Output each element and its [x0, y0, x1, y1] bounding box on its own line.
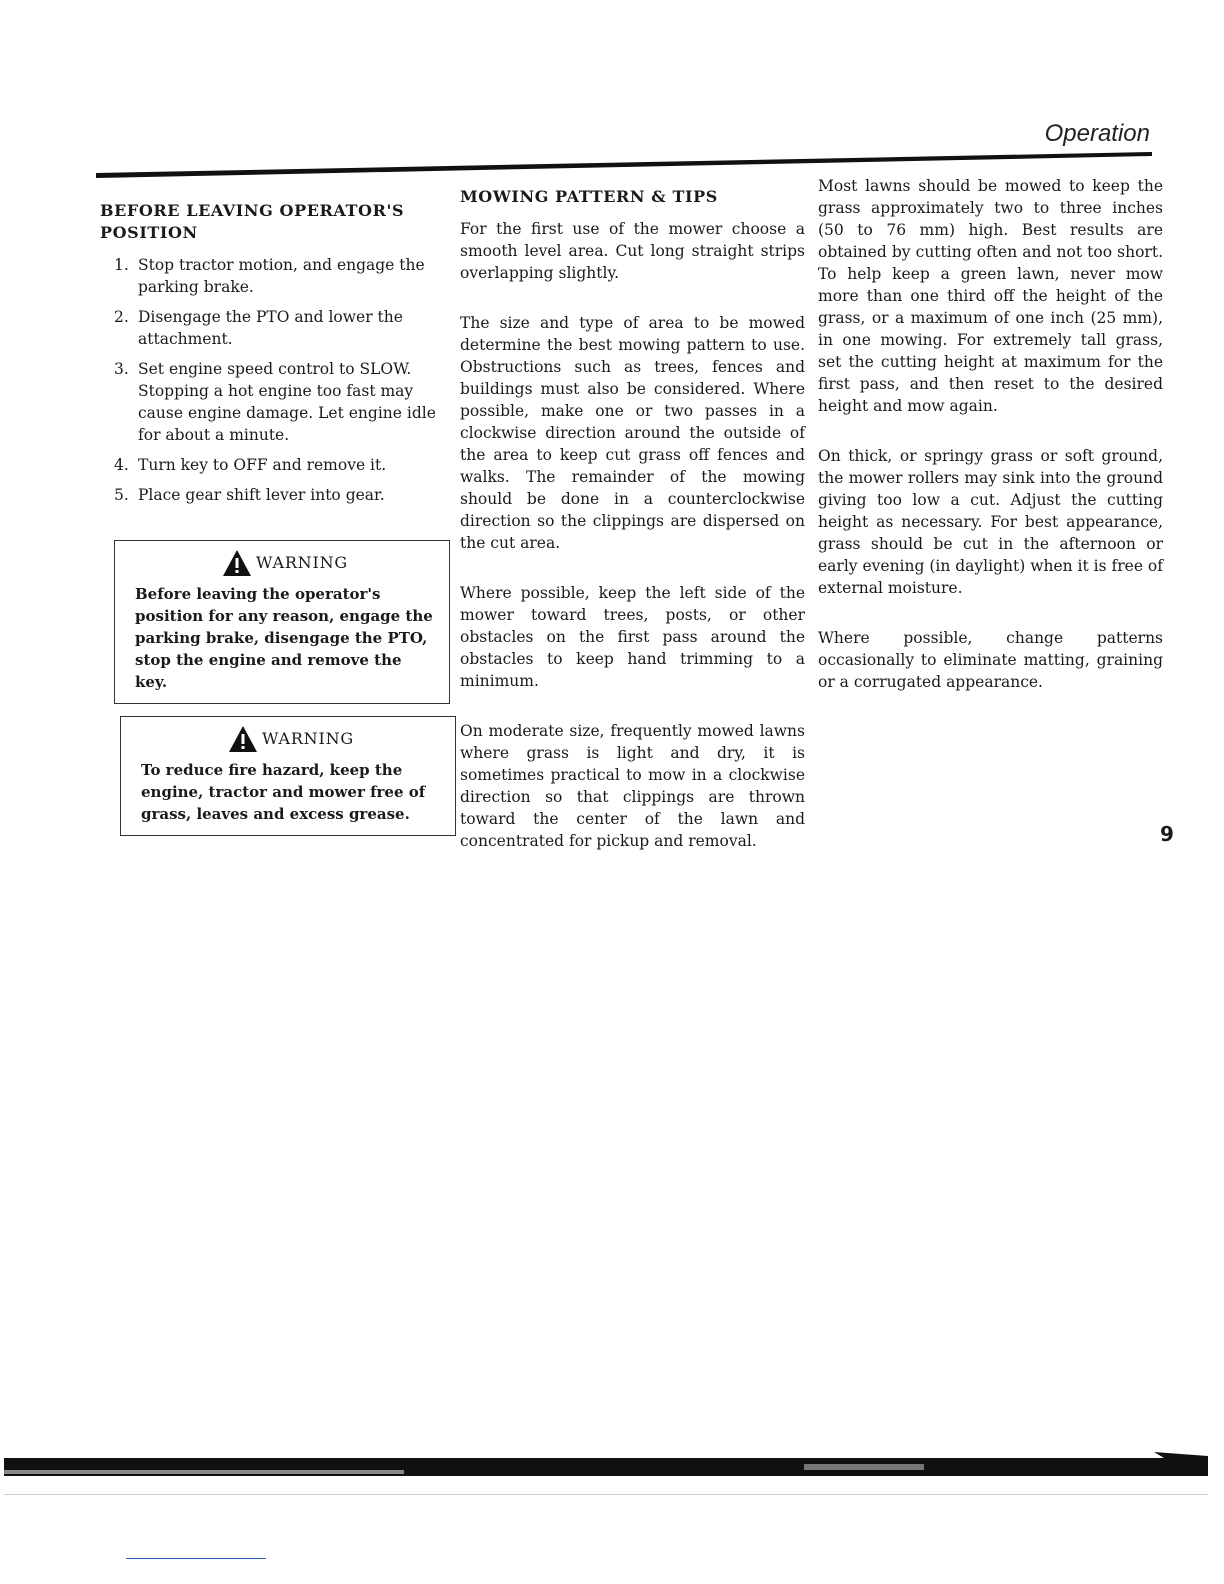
section-title: Operation: [1044, 120, 1150, 147]
mowing-paragraph: On moderate size, frequently mowed lawns where grass is light and dry, it is sometimes practical to mow in a clockwise direction so that clippings are thrown toward the center of the lawn and concentrated for pickup and removal.: [460, 722, 805, 850]
step-number: 3.: [114, 360, 129, 378]
step-item: [114, 254, 445, 298]
step-item: [114, 454, 445, 476]
before-leaving-heading: BEFORE LEAVING OPERATOR'S POSITION: [100, 201, 405, 242]
step-item: [114, 358, 445, 446]
column-right: [818, 175, 1163, 721]
mowing-paragraph: The size and type of area to be mowed determine the best mowing pattern to use. Obstructions such as trees, fences and buildings must also be considered. Where possible, make one or two passes in a clockwise direction around the outside of the area to keep cut grass off fences and walks. The remainder of the mowing should be done in a counterclockwise direction so the clippings are dispersed on the cut area.: [460, 314, 805, 552]
warning-label: WARNING: [256, 553, 348, 572]
footer-rule: [4, 1448, 1208, 1482]
warning-text: Before leaving the operator's position for any reason, engage the parking brake, disengage the PTO, stop the engine and remove the key.: [135, 585, 433, 691]
tips-paragraph: Where possible, change patterns occasionally to eliminate matting, graining or a corrugated appearance.: [818, 629, 1163, 691]
step-text: Set engine speed control to SLOW. Stopping a hot engine too fast may cause engine damage. Let engine idle for about a minute.: [138, 360, 436, 444]
footer-hairline: [4, 1494, 1208, 1495]
footer-accent-line: [126, 1558, 266, 1559]
column-middle: [460, 186, 805, 880]
page-number: 9: [1160, 822, 1174, 846]
tips-paragraph: On thick, or springy grass or soft ground, the mower rollers may sink into the ground giving too low a cut. Adjust the cutting height as necessary. For best appearance, grass should be cut in the afternoon or early evening (in daylight) when it is free of external moisture.: [818, 447, 1163, 597]
step-text: Disengage the PTO and lower the attachment.: [138, 308, 403, 348]
step-item: [114, 484, 445, 506]
step-text: Place gear shift lever into gear.: [138, 486, 385, 504]
step-number: 1.: [114, 256, 129, 274]
warning-title: [141, 725, 441, 753]
step-text: Turn key to OFF and remove it.: [138, 456, 387, 474]
warning-label: WARNING: [262, 729, 354, 748]
mowing-heading: MOWING PATTERN & TIPS: [460, 187, 718, 206]
mowing-paragraph: For the first use of the mower choose a smooth level area. Cut long straight strips overlapping slightly.: [460, 220, 805, 282]
tips-paragraph: Most lawns should be mowed to keep the grass approximately two to three inches (50 to 76 mm) high. Best results are obtained by cutting often and not too short. To help keep a green lawn, never mow more than one third off the height of the grass, or a maximum of one inch (25 mm), in one mowing. For extremely tall grass, set the cutting height at maximum for the first pass, and then reset to the desired height and mow again.: [818, 177, 1163, 415]
column-left: [100, 200, 445, 514]
step-number: 2.: [114, 308, 129, 326]
step-item: [114, 306, 445, 350]
step-number: 5.: [114, 486, 129, 504]
warning-box-fire: [120, 716, 456, 836]
before-leaving-steps: [100, 254, 445, 506]
warning-triangle-icon: [222, 549, 252, 577]
warning-title: [135, 549, 435, 577]
step-text: Stop tractor motion, and engage the parking brake.: [138, 256, 425, 296]
mowing-paragraph: Where possible, keep the left side of the mower toward trees, posts, or other obstacles on the first pass around the obstacles to keep hand trimming to a minimum.: [460, 584, 805, 690]
step-number: 4.: [114, 456, 129, 474]
warning-text: To reduce fire hazard, keep the engine, tractor and mower free of grass, leaves and excess grease.: [141, 761, 426, 823]
warning-triangle-icon: [228, 725, 258, 753]
warning-box-parking: [114, 540, 450, 704]
